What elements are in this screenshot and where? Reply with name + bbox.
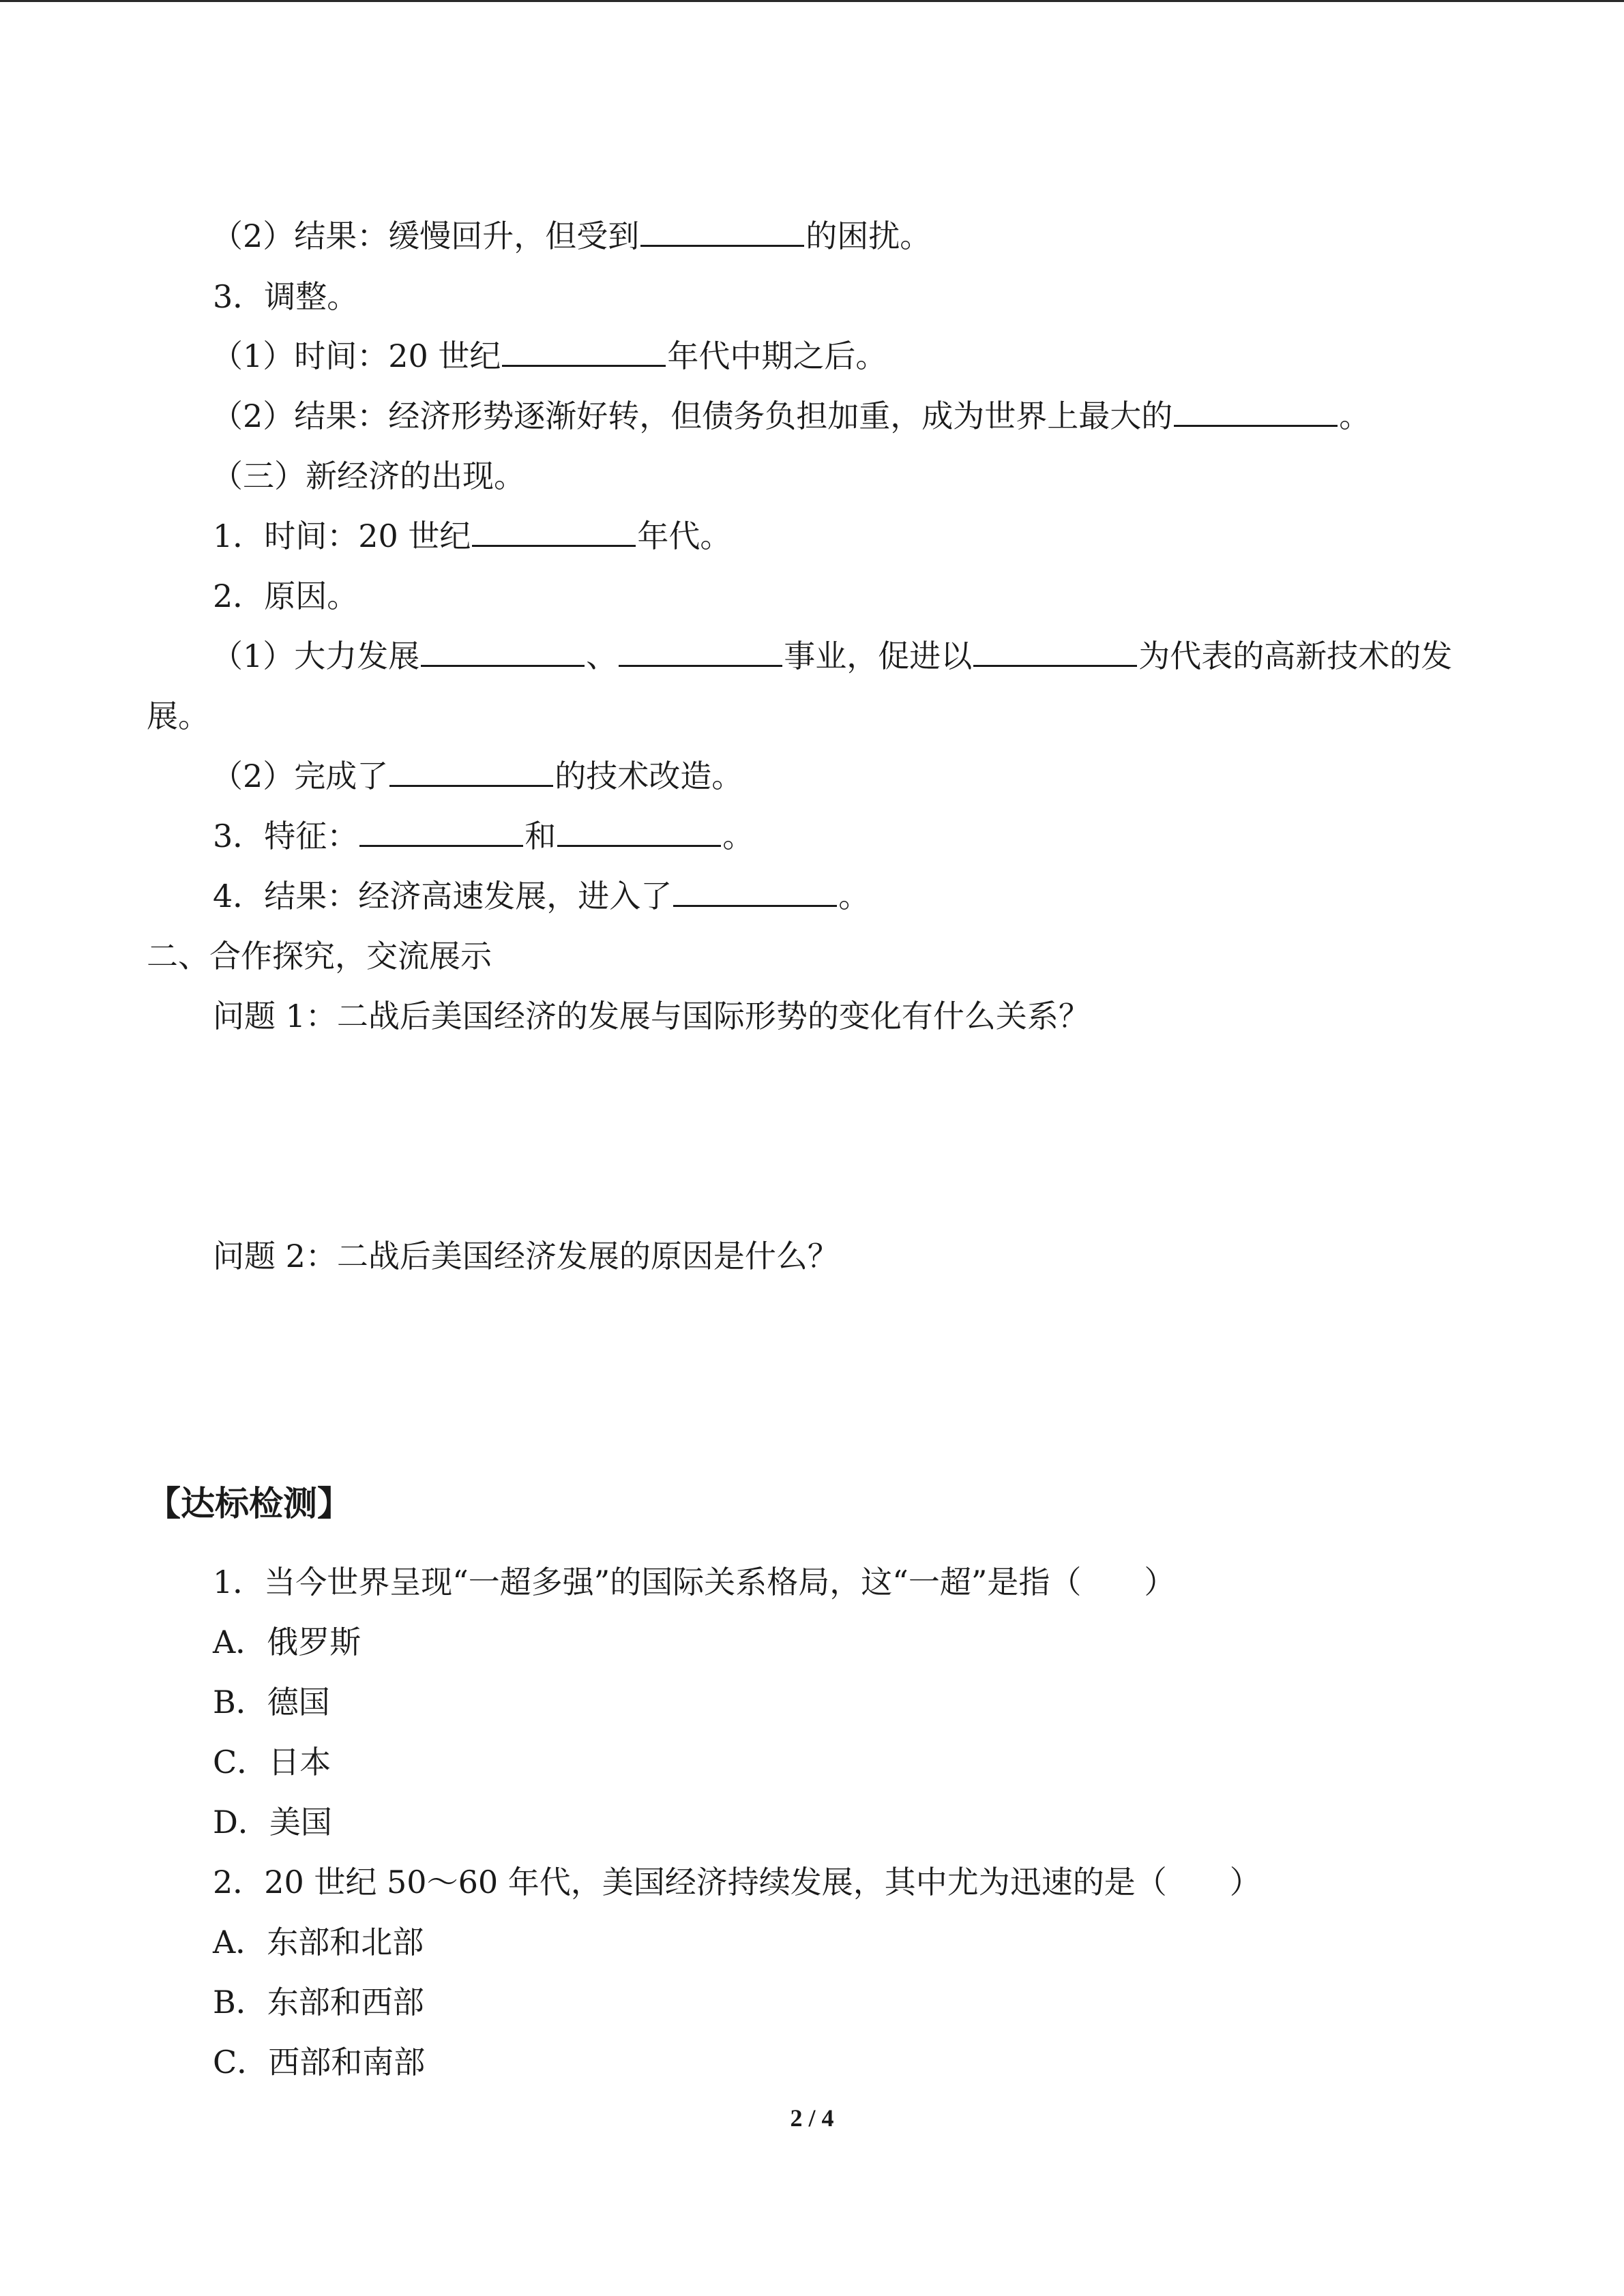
quiz-option[interactable]: C．西部和南部	[213, 2044, 426, 2081]
question-2: 问题 2：二战后美国经济发展的原因是什么？	[213, 1238, 839, 1274]
question-1: 问题 1：二战后美国经济的发展与国际形势的变化有什么关系？	[213, 998, 1090, 1034]
quiz-option[interactable]: D．美国	[213, 1804, 332, 1840]
fill-blank[interactable]	[359, 818, 523, 847]
section-title: 【达标检测】	[147, 1484, 351, 1523]
fill-blank[interactable]	[421, 638, 585, 667]
text-line: 3．特征： 和 。	[213, 818, 754, 854]
fill-blank[interactable]	[640, 218, 804, 247]
fill-blank[interactable]	[472, 518, 636, 547]
quiz-option[interactable]: B．东部和西部	[213, 1984, 424, 2021]
page-top-border	[0, 0, 1624, 2]
fill-blank[interactable]	[619, 638, 782, 667]
quiz-question-1: 1．当今世界呈现“一超多强”的国际关系格局，这“一超”是指（ ）	[213, 1564, 1176, 1600]
quiz-option[interactable]: B．德国	[213, 1684, 330, 1720]
quiz-question-2: 2．20 世纪 50～60 年代，美国经济持续发展，其中尤为迅速的是（ ）	[213, 1864, 1261, 1900]
text-line: 4．结果：经济高速发展，进入了 。	[213, 878, 870, 914]
text-line: （1）时间：20 世纪 年代中期之后。	[211, 338, 887, 374]
quiz-option[interactable]: A．俄罗斯	[213, 1624, 361, 1660]
section-heading: 二、合作探究，交流展示	[147, 938, 492, 974]
text-line: （1）大力发展 、 事业，促进以 为代表的高新技术的发	[211, 638, 1453, 674]
page-number: 2 / 4	[790, 2104, 834, 2132]
fill-blank[interactable]	[389, 758, 553, 787]
text-line: 2．原因。	[213, 578, 359, 614]
fill-blank[interactable]	[1174, 398, 1338, 427]
text-line: （2）完成了 的技术改造。	[211, 758, 743, 794]
fill-blank[interactable]	[973, 638, 1137, 667]
text-line: （三）新经济的出现。	[211, 458, 525, 494]
text-line: 1．时间：20 世纪 年代。	[213, 518, 732, 554]
fill-blank[interactable]	[557, 818, 721, 847]
fill-blank[interactable]	[502, 338, 666, 367]
fill-blank[interactable]	[673, 878, 837, 907]
quiz-option[interactable]: A．东部和北部	[213, 1924, 424, 1960]
text-line: 展。	[147, 698, 209, 734]
text-line: （2）结果：经济形势逐渐好转，但债务负担加重，成为世界上最大的 。	[211, 398, 1371, 434]
quiz-option[interactable]: C．日本	[213, 1744, 331, 1780]
text-line: 3．调整。	[213, 278, 359, 315]
text-line: （2）结果：缓慢回升，但受到 的困扰。	[211, 218, 932, 254]
